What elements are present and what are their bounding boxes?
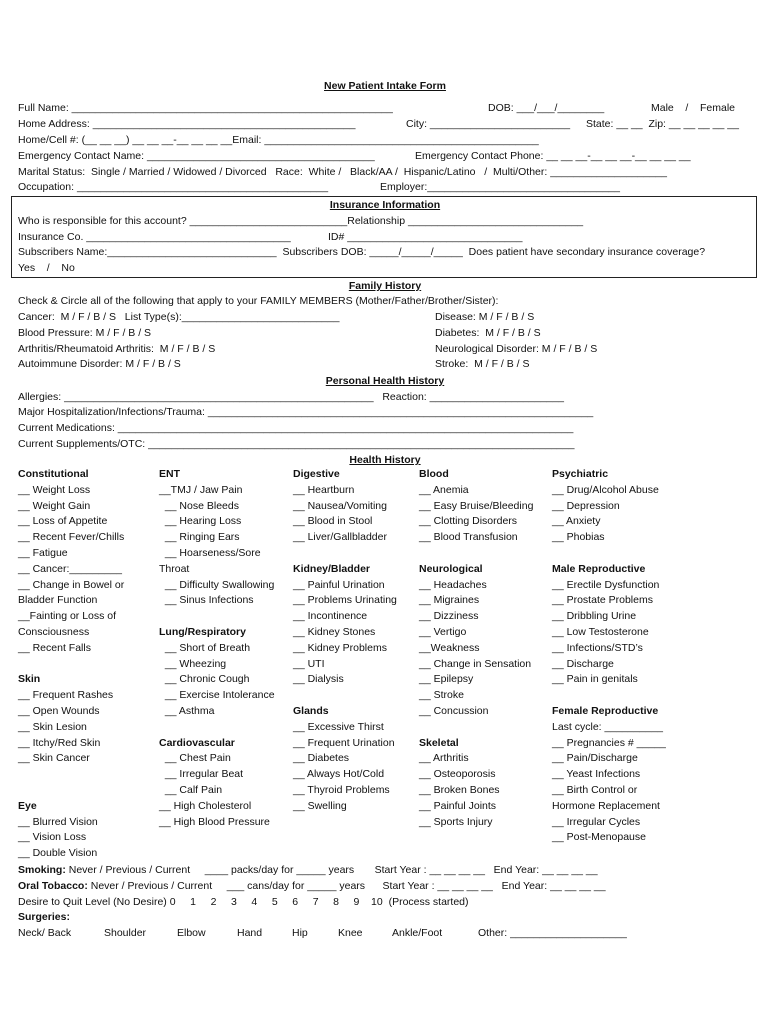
desire-to-quit-scale[interactable]: Desire to Quit Level (No Desire) 0 1 2 3 4 5 6 7 8 9 10 (Process started) — [18, 896, 469, 908]
health-item-text: Last cycle: __________ — [552, 720, 663, 733]
health-category-heading: Psychiatric — [552, 468, 609, 480]
health-checkbox-item[interactable]: __ Recent Falls — [18, 641, 91, 654]
health-column-constitutional — [18, 467, 124, 862]
health-checkbox-item[interactable]: __ Always Hot/Cold — [293, 768, 385, 781]
health-category-heading: Eye — [18, 799, 37, 812]
health-checkbox-item[interactable]: __ Fatigue — [18, 546, 68, 559]
health-checkbox-item[interactable]: __ Dialysis — [293, 673, 344, 686]
surgery-option[interactable]: Hip — [292, 927, 308, 939]
health-checkbox-item[interactable]: __ Arthritis — [419, 752, 469, 765]
health-checkbox-item[interactable]: __ Liver/Gallbladder — [293, 531, 387, 544]
health-item-text — [293, 688, 397, 704]
emergency-phone-field[interactable]: Emergency Contact Phone: __ __ __-__ __ __-__ __ __ __ — [415, 150, 691, 162]
health-category-heading: ENT — [159, 468, 180, 480]
health-category-heading: Kidney/Bladder — [293, 562, 371, 575]
health-checkbox-item[interactable]: __ Infections/STD’s — [552, 641, 643, 654]
health-checkbox-item[interactable]: __ Loss of Appetite — [18, 515, 108, 528]
health-checkbox-item[interactable]: __ Broken Bones — [419, 783, 500, 796]
full-name-field[interactable]: Full Name: _______________________________________________________ — [18, 102, 393, 114]
health-checkbox-item[interactable]: __ Erectile Dysfunction — [552, 578, 660, 591]
health-category-heading: Constitutional — [18, 468, 89, 480]
smoking-row[interactable] — [18, 864, 598, 877]
health-checkbox-item[interactable]: __ Painful Urination — [293, 578, 385, 591]
health-checkbox-item[interactable]: __ Difficulty Swallowing — [159, 578, 275, 591]
health-checkbox-item[interactable]: __ Chest Pain — [159, 752, 231, 765]
health-checkbox-item[interactable]: __ Easy Bruise/Bleeding — [419, 499, 534, 512]
surgery-option[interactable]: Ankle/Foot — [392, 927, 443, 939]
surgery-option[interactable]: Other: ____________________ — [478, 927, 627, 939]
health-checkbox-item[interactable]: __ Weight Loss — [18, 483, 91, 496]
health-checkbox-item[interactable]: __ Blurred Vision — [18, 815, 98, 828]
health-item-text: Bladder Function — [18, 594, 98, 607]
subscriber-field[interactable]: Subscribers Name:_____________________________ Subscribers DOB: _____/_____/_____ Does patient have secondary insurance coverage? — [18, 246, 706, 258]
insurance-id-field[interactable]: ID# ______________________________ — [328, 231, 523, 243]
health-checkbox-item[interactable]: __ Irregular Cycles — [552, 815, 641, 828]
health-checkbox-item[interactable]: __ Chronic Cough — [159, 673, 250, 686]
health-category-heading: Lung/Respiratory — [159, 625, 246, 638]
health-category-heading: Digestive — [293, 468, 340, 480]
state-zip-field[interactable]: State: __ __ Zip: __ __ __ __ __ — [586, 118, 739, 130]
health-checkbox-item[interactable]: __ Yeast Infections — [552, 768, 641, 781]
health-checkbox-item[interactable]: __ Pain in genitals — [552, 673, 638, 686]
health-checkbox-item[interactable]: __ Diabetes — [293, 752, 350, 765]
secondary-yes-no[interactable]: Yes / No — [18, 262, 75, 274]
sex-field[interactable]: Male / Female — [651, 102, 736, 114]
health-checkbox-item[interactable]: __ Wheezing — [159, 657, 227, 670]
health-checkbox-item[interactable]: __ Stroke — [419, 689, 464, 702]
health-checkbox-item[interactable]: __ Migraines — [419, 594, 480, 607]
health-checkbox-item[interactable]: __ Painful Joints — [419, 799, 497, 812]
health-checkbox-item[interactable]: __ Frequent Rashes — [18, 689, 114, 702]
health-checkbox-item[interactable]: __ Hoarseness/Sore — [159, 546, 261, 559]
health-checkbox-item[interactable]: __ Sports Injury — [419, 815, 493, 828]
health-checkbox-item[interactable]: __ Post-Menopause — [552, 831, 646, 844]
health-checkbox-item[interactable]: __ Depression — [552, 499, 620, 512]
health-checkbox-item[interactable]: __ Epilepsy — [419, 673, 474, 686]
health-checkbox-item[interactable]: __ Nose Bleeds — [159, 499, 239, 512]
health-checkbox-item[interactable]: __ Heartburn — [293, 483, 355, 496]
family-item[interactable]: Diabetes: M / F / B / S — [435, 327, 541, 339]
allergies-field[interactable]: Allergies: _____________________________________________________ Reaction: _______________________ — [18, 391, 564, 403]
health-checkbox-item[interactable]: __ Prostate Problems — [552, 594, 653, 607]
health-checkbox-item[interactable]: __ Weight Gain — [18, 499, 91, 512]
health-item-text — [159, 720, 275, 736]
health-checkbox-item[interactable]: __ Calf Pain — [159, 783, 223, 796]
surgery-option[interactable]: Elbow — [177, 927, 206, 939]
health-item-text: Consciousness — [18, 625, 90, 638]
health-checkbox-item[interactable]: __ Short of Breath — [159, 641, 251, 654]
health-category-heading: Female Reproductive — [552, 704, 659, 717]
health-checkbox-item[interactable]: __ Pain/Discharge — [552, 752, 638, 765]
surgeries-label: Surgeries: — [18, 911, 70, 923]
health-column-digestive — [293, 467, 397, 815]
health-checkbox-item[interactable]: __ Birth Control or — [552, 783, 638, 796]
health-category-heading: Glands — [293, 704, 329, 717]
insurance-heading: Insurance Information — [329, 199, 441, 211]
health-checkbox-item[interactable]: __ Headaches — [419, 578, 487, 591]
family-item[interactable]: Stroke: M / F / B / S — [435, 358, 530, 370]
health-checkbox-item[interactable]: __ Kidney Problems — [293, 641, 387, 654]
health-checkbox-item[interactable]: __ Ringing Ears — [159, 531, 240, 544]
health-checkbox-item[interactable]: __ Vision Loss — [18, 831, 87, 844]
health-checkbox-item[interactable]: __Weakness — [419, 641, 480, 654]
health-item-text — [419, 720, 533, 736]
health-checkbox-item[interactable]: __ Open Wounds — [18, 704, 100, 717]
family-item[interactable]: Autoimmune Disorder: M / F / B / S — [18, 358, 181, 370]
form-title: New Patient Intake Form — [324, 80, 446, 92]
health-category-heading: Skeletal — [419, 736, 459, 749]
health-checkbox-item[interactable]: __ Concussion — [419, 704, 489, 717]
health-column-ent — [159, 467, 275, 830]
smoking-options[interactable]: Never / Previous / Current ____ packs/day for _____ years Start Year : __ __ __ __ End Year: __ __ __ __ — [65, 864, 598, 876]
health-checkbox-item[interactable]: __ Blood in Stool — [293, 515, 373, 528]
health-checkbox-item[interactable]: __ Incontinence — [293, 610, 368, 623]
family-heading: Family History — [348, 280, 422, 292]
phone-email-field[interactable]: Home/Cell #: (__ __ __) __ __ __-__ __ __ __Email: _______________________________________________ — [18, 134, 539, 146]
family-item[interactable]: Disease: M / F / B / S — [435, 311, 535, 323]
health-item-text — [18, 767, 124, 783]
surgery-option[interactable]: Shoulder — [104, 927, 147, 939]
medications-field[interactable]: Current Medications: ______________________________________________________________________________ — [18, 422, 574, 434]
health-checkbox-item[interactable]: __ High Blood Pressure — [159, 815, 270, 828]
health-checkbox-item[interactable]: __ Low Testosterone — [552, 625, 649, 638]
health-category-heading: Cardiovascular — [159, 736, 235, 749]
health-checkbox-item[interactable]: __ Clotting Disorders — [419, 515, 518, 528]
health-checkbox-item[interactable]: __TMJ / Jaw Pain — [159, 483, 243, 496]
health-checkbox-item[interactable]: __ Hearing Loss — [159, 515, 242, 528]
oral-tobacco-label: Oral Tobacco: — [18, 880, 88, 892]
occupation-field[interactable]: Occupation: ___________________________________________ — [18, 181, 329, 193]
health-checkbox-item[interactable]: __ Drug/Alcohol Abuse — [552, 483, 659, 496]
health-checkbox-item[interactable]: __ Recent Fever/Chills — [18, 531, 125, 544]
supplements-field[interactable]: Current Supplements/OTC: _________________________________________________________________________ — [18, 438, 575, 450]
health-category-heading: Neurological — [419, 562, 483, 575]
health-checkbox-item[interactable]: __ Osteoporosis — [419, 768, 496, 781]
health-checkbox-item[interactable]: __ Anxiety — [552, 515, 601, 528]
health-checkbox-item[interactable]: __ Cancer:_________ — [18, 562, 122, 575]
health-item-text — [18, 657, 124, 673]
health-checkbox-item[interactable]: __Fainting or Loss of — [18, 610, 117, 623]
health-checkbox-item[interactable]: __ Blood Transfusion — [419, 531, 518, 544]
marital-race-field[interactable]: Marital Status: Single / Married / Widowed / Divorced Race: White / Black/AA / Hispanic/Latino / Multi/Other: ____________________ — [18, 166, 667, 178]
health-item-text — [293, 546, 397, 562]
emergency-name-field[interactable]: Emergency Contact Name: _______________________________________ — [18, 150, 375, 162]
personal-heading: Personal Health History — [325, 375, 445, 387]
family-item[interactable]: Neurological Disorder: M / F / B / S — [435, 343, 598, 355]
insurance-co-field[interactable]: Insurance Co. ___________________________________ — [18, 231, 291, 243]
city-field[interactable]: City: ________________________ — [406, 118, 571, 130]
dob-field[interactable]: DOB: ___/___/________ — [488, 102, 605, 114]
health-category-heading: Blood — [419, 468, 449, 480]
health-heading: Health History — [349, 454, 421, 466]
employer-field[interactable]: Employer:_________________________________ — [380, 181, 620, 193]
family-item[interactable]: Arthritis/Rheumatoid Arthritis: M / F / B / S — [18, 343, 216, 355]
health-checkbox-item[interactable]: __ Change in Bowel or — [18, 578, 125, 591]
health-item-text — [552, 688, 666, 704]
surgery-option[interactable]: Hand — [237, 927, 263, 939]
health-checkbox-item[interactable]: __ Excessive Thirst — [293, 720, 384, 733]
health-checkbox-item[interactable]: __ Irregular Beat — [159, 768, 244, 781]
hospitalization-field[interactable]: Major Hospitalization/Infections/Trauma: __________________________________________________________________ — [18, 406, 594, 418]
health-checkbox-item[interactable]: __ Exercise Intolerance — [159, 689, 275, 702]
surgery-option[interactable]: Knee — [338, 927, 363, 939]
health-checkbox-item[interactable]: __ Vertigo — [419, 625, 467, 638]
health-checkbox-item[interactable]: __ Problems Urinating — [293, 594, 397, 607]
family-item[interactable]: Cancer: M / F / B / S List Type(s):___________________________ — [18, 311, 340, 323]
health-item-text — [159, 609, 275, 625]
health-checkbox-item[interactable]: __ Kidney Stones — [293, 625, 376, 638]
health-checkbox-item[interactable]: __ Thyroid Problems — [293, 783, 390, 796]
smoking-label: Smoking: — [18, 864, 66, 876]
responsible-field[interactable]: Who is responsible for this account? ___________________________Relationship ______________________________ — [18, 215, 584, 227]
health-checkbox-item[interactable]: __ Sinus Infections — [159, 594, 254, 607]
health-checkbox-item[interactable]: __ Skin Lesion — [18, 720, 87, 733]
health-column-psychiatric — [552, 467, 666, 846]
family-item[interactable]: Blood Pressure: M / F / B / S — [18, 327, 152, 339]
surgery-option[interactable]: Neck/ Back — [18, 927, 72, 939]
health-category-heading: Male Reproductive — [552, 562, 646, 575]
family-instruction: Check & Circle all of the following that apply to your FAMILY MEMBERS (Mother/Father/Brother/Sister): — [18, 295, 499, 307]
health-checkbox-item[interactable]: __ Phobias — [552, 531, 605, 544]
health-checkbox-item[interactable]: __ Double Vision — [18, 847, 98, 860]
health-checkbox-item[interactable]: __ Anemia — [419, 483, 469, 496]
health-checkbox-item[interactable]: __ Change in Sensation — [419, 657, 532, 670]
oral-tobacco-options[interactable]: Never / Previous / Current ___ cans/day for _____ years Start Year : __ __ __ __ End Year: __ __ __ __ — [87, 880, 606, 892]
health-checkbox-item[interactable]: __ UTI — [293, 657, 325, 670]
health-checkbox-item[interactable]: __ Skin Cancer — [18, 752, 90, 765]
health-item-text — [18, 783, 124, 799]
health-checkbox-item[interactable]: __ Frequent Urination — [293, 736, 395, 749]
health-checkbox-item[interactable]: __ Pregnancies # _____ — [552, 736, 666, 749]
home-address-field[interactable]: Home Address: _____________________________________________ — [18, 118, 356, 130]
health-item-text — [552, 546, 666, 562]
health-item-text: Throat — [159, 562, 190, 575]
health-checkbox-item[interactable]: __ Asthma — [159, 704, 215, 717]
health-category-heading: Skin — [18, 673, 41, 686]
health-checkbox-item[interactable]: __ Dizziness — [419, 610, 479, 623]
health-item-text — [419, 546, 533, 562]
health-checkbox-item[interactable]: __ High Cholesterol — [159, 799, 252, 812]
health-checkbox-item[interactable]: __ Dribbling Urine — [552, 610, 637, 623]
health-checkbox-item[interactable]: __ Itchy/Red Skin — [18, 736, 101, 749]
oral-tobacco-row[interactable] — [18, 880, 606, 893]
health-column-blood — [419, 467, 533, 830]
health-checkbox-item[interactable]: __ Swelling — [293, 799, 347, 812]
health-checkbox-item[interactable]: __ Discharge — [552, 657, 614, 670]
health-checkbox-item[interactable]: __ Nausea/Vomiting — [293, 499, 387, 512]
health-item-text: Hormone Replacement — [552, 799, 660, 812]
